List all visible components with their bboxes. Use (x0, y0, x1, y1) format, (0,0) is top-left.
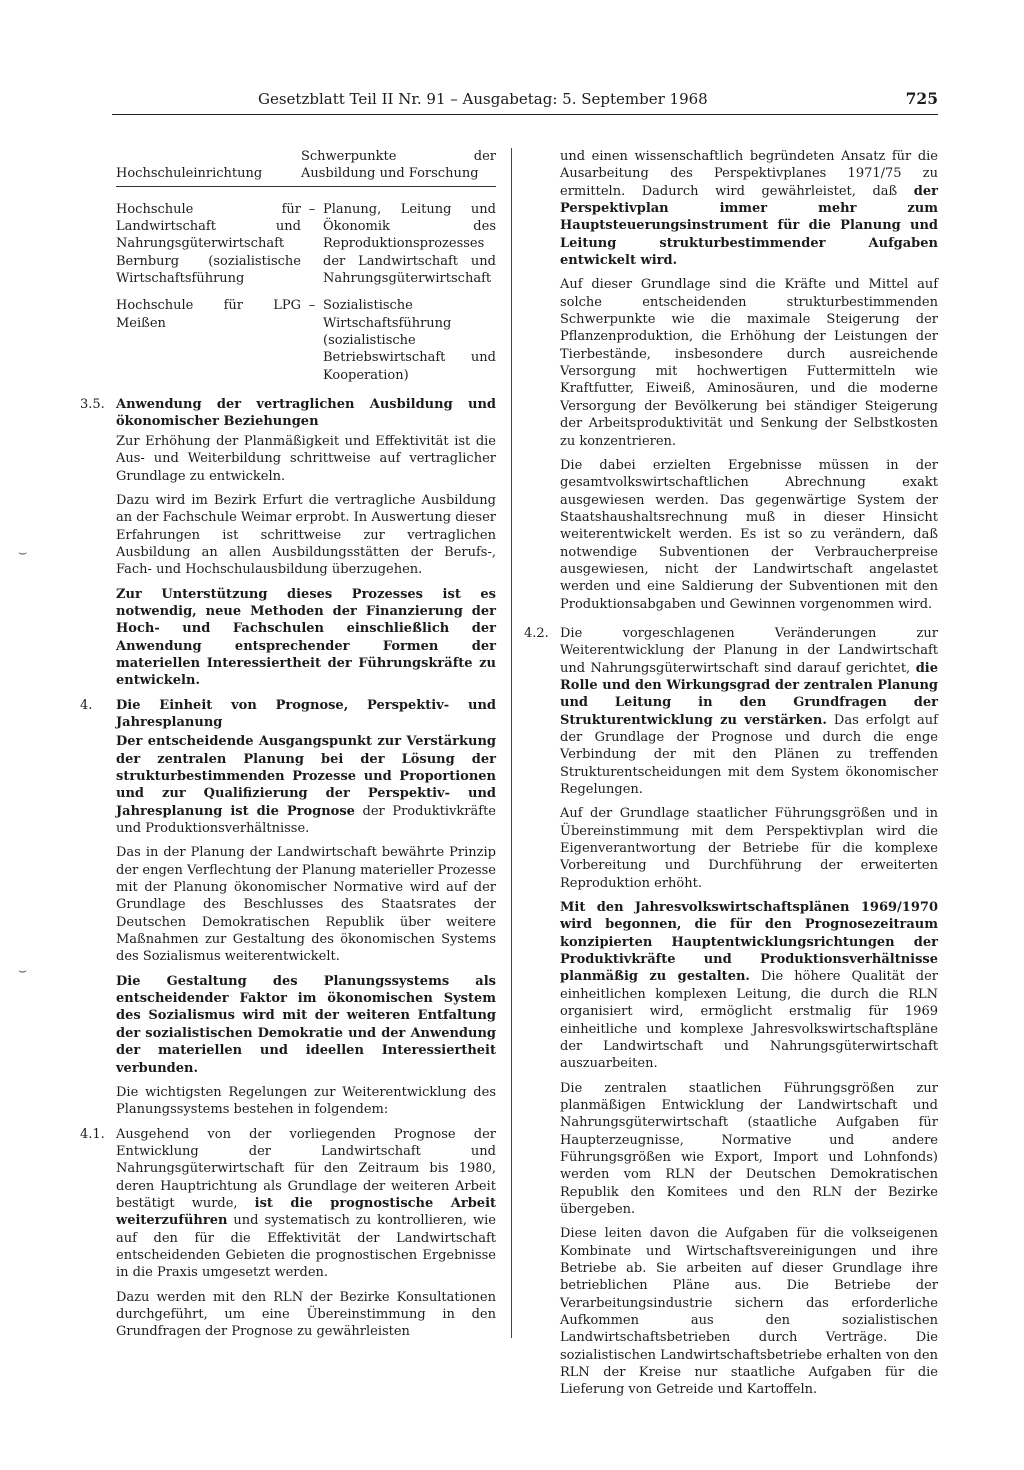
text: der Produktivkräfte und Produktionsverhältnisse. (116, 803, 496, 837)
table-cell-institution: Hochschule für LPG Meißen (116, 298, 301, 331)
section-number: 3.5. (80, 397, 105, 413)
table-cell-dash: – (308, 201, 316, 217)
paragraph: Das in der Planung der Landwirtschaft bewährte Prinzip der engen Verflechtung der Planung materieller Prozesse mit der Planung ökonomischer Normative wird auf der Grundlage des Beschlusses des Staatsrates der Deutschen Demokratischen Republik über weitere Maßnahmen zur Gestaltung des ökonomischen Systems des Sozialismus weiterentwickelt. (116, 845, 496, 965)
emphasis: die Rolle und den Wirkungsgrad der zentralen Planung und Leitung in den Grundfragen der Strukturentwicklung zu verstärken. (560, 660, 938, 728)
table-header-focus: Schwerpunkte der Ausbildung und Forschung (301, 149, 496, 182)
section-4-heading (80, 697, 496, 732)
paragraph: Dazu werden mit den RLN der Bezirke Konsultationen durchgeführt, um eine Übereinstimmung in den Grundfragen der Prognose zu gewährleisten (116, 1289, 496, 1340)
paragraph: Die zentralen staatlichen Führungsgrößen zur planmäßigen Entwicklung der Landwirtschaft und Nahrungsgüterwirtschaft (staatliche Aufgaben für Haupterzeugnisse, Normative und andere Führungsgrößen wie Export, Import und Lohnfonds) werden vom RLN der Deutschen Demokratischen Republik den Komitees und den RLN der Bezirke übergeben. (560, 1080, 938, 1217)
right-column (524, 148, 938, 1406)
margin-mark: ⌣ (18, 963, 28, 979)
paragraph-bold: Zur Unterstützung dieses Prozesses ist es notwendig, neue Methoden der Finanzierung der Hoch- und Fachschulen einschließlich der Anwendung entsprechender Formen der materiellen Interessiertheit der Führungskräfte zu entwickeln. (116, 586, 496, 689)
table-row (116, 201, 496, 288)
paragraph: Die dabei erzielten Ergebnisse müssen in der gesamtvolkswirtschaftlichen Abrechnung exakt ausgewiesen werden. Das gegenwärtige System der Staatshaushaltsrechnung muß in dieser Hinsicht weiterentwickelt werden. Es ist so zu verändern, daß notwendige Subventionen der Verbraucherpreise ausgewiesen, nicht der Landwirtschaft angelastet werden und eine Saldierung der Subventionen mit den Produktionsabgaben und Gewinnen vorgenommen wird. (560, 457, 938, 612)
paragraph: Diese leiten davon die Aufgaben für die volkseigenen Kombinate und Wirtschaftsvereinigungen und ihre Betriebe ab. Sie arbeiten auf dieser Grundlage ihre betrieblichen Pläne aus. Die Betriebe der Verarbeitungsindustrie sichern das erforderliche Aufkommen aus den sozialistischen Landwirtschaftsbetrieben durch Verträge. Die sozialistischen Landwirtschaftsbetriebe erhalten von den RLN der Kreise nur staatliche Aufgaben für die Lieferung von Getreide und Kartoffeln. (560, 1226, 938, 1398)
left-column (80, 148, 496, 1348)
text: Ausgehend von der vorliegenden Prognose der Entwicklung der Landwirtschaft und Nahrungsgüterwirtschaft für den Zeitraum bis 1980, deren Hauptrichtung als Grundlage der weiteren Arbeit bestätigt wurde, (116, 1126, 496, 1211)
column-divider (511, 148, 512, 1338)
paragraph (116, 733, 496, 837)
section-number: 4.2. (524, 625, 549, 641)
section-heading: Die Einheit von Prognose, Perspektiv- und Jahresplanung (116, 697, 496, 730)
paragraph (560, 625, 938, 798)
paragraph: Auf dieser Grundlage sind die Kräfte und Mittel auf solche entscheidenden strukturbestimmenden Schwerpunkte wie die maximale Steigerung der Pflanzenproduktion, die Erhöhung der Leistungen der Tierbestände, insbesondere durch ausreichende Versorgung mit hochwertigen Futtermitteln wie Kraftfutter, Eiweiß, Aminosäuren, und die moderne Versorgung der Bevölkerung bei ständiger Steigerung der Arbeitsproduktivität und Senkung der Selbstkosten zu konzentrieren. (560, 277, 938, 449)
section-4-1 (80, 1126, 496, 1282)
paragraph-bold: Die Gestaltung des Planungssystems als entscheidender Faktor im ökonomischen System des Sozialismus wird mit der weiteren Entfaltung der sozialistischen Demokratie und der Anwendung der materiellen und ideellen Interessiertheit verbunden. (116, 973, 496, 1076)
table-cell-dash: – (308, 298, 316, 314)
paragraph (116, 1126, 496, 1282)
paragraph (560, 148, 938, 269)
paragraph: Zur Erhöhung der Planmäßigkeit und Effektivität ist die Aus- und Weiterbildung schrittweise auf vertraglicher Grundlage zu entwickeln. (116, 433, 496, 484)
text: und einen wissenschaftlich begründeten Ansatz für die Ausarbeitung des Perspektivplanes 1971/75 zu ermitteln. Dadurch wird gewährleistet, daß (560, 149, 938, 199)
section-3-5-heading (80, 396, 496, 431)
text: Die höhere Qualität der einheitlichen komplexen Leitung, die durch die RLN organisiert wird, ermöglicht erstmalig für 1969 einheitliche und komplexe Jahresvolkswirtschaftspläne der Landwirtschaft und Nahrungsgüterwirtschaft auszuarbeiten. (560, 969, 938, 1072)
table-row (116, 297, 496, 384)
paragraph: Dazu wird im Bezirk Erfurt die vertragliche Ausbildung an der Fachschule Weimar erprobt. In Auswertung dieser Erfahrungen ist schrittweise zur vertraglichen Ausbildung an allen Ausbildungsstätten der Berufs-, Fach- und Hochschulausbildung überzugehen. (116, 492, 496, 578)
table-header-institution: Hochschuleinrichtung (116, 166, 263, 182)
section-number: 4. (80, 697, 93, 713)
paragraph: Auf der Grundlage staatlicher Führungsgrößen und in Übereinstimmung mit dem Perspektivplan wird die Eigenverantwortung der Betriebe für die komplexe Vorbereitung und Durchführung der erweiterten Reproduktion erhöht. (560, 806, 938, 891)
emphasis: Der entscheidende Ausgangspunkt zur Verstärkung der zentralen Planung bei der Lösung der strukturbestimmenden Prozesse und Proportionen und zur Qualifizierung der Perspektiv- und Jahresplanung ist die Prognose (116, 734, 496, 819)
header-title: Gesetzblatt Teil II Nr. 91 – Ausgabetag: 5. September 1968 (258, 90, 708, 108)
emphasis: Mit den Jahresvolkswirtschaftsplänen 1969/1970 wird begonnen, die für den Prognosezeitraum konzipierten Hauptentwicklungsrichtungen der Produktivkräfte und Produktionsverhältnisse planmäßig zu gestalten. (560, 900, 938, 985)
page-header (112, 88, 938, 115)
text: Die vorgeschlagenen Veränderungen zur Weiterentwicklung der Planung in der Landwirtschaft und Nahrungsgüterwirtschaft sind darauf gerichtet, (560, 625, 938, 676)
paragraph (560, 899, 938, 1072)
text: Das erfolgt auf der Grundlage der Prognose und durch die enge Verbindung der mit den Plänen zu treffenden Strukturentscheidungen mit dem System ökonomischer Regelungen. (560, 712, 938, 798)
text: und systematisch zu kontrollieren, wie auf den für die Effektivität der Landwirtschaft entscheidenden Gebieten die prognostischen Ergebnisse in die Praxis umgesetzt werden. (116, 1213, 496, 1281)
section-number: 4.1. (80, 1126, 105, 1142)
section-4-2 (524, 625, 938, 798)
page-number: 725 (905, 89, 938, 108)
table-header (116, 148, 496, 187)
table-cell-focus: Planung, Leitung und Ökonomik des Reproduktionsprozesses der Landwirtschaft und Nahrungsgüterwirtschaft (323, 201, 496, 287)
table-cell-institution: Hochschule für Landwirtschaft und Nahrungsgüterwirtschaft Bernburg (sozialistische Wirtschaftsführung (116, 201, 301, 287)
margin-mark: ⌣ (18, 545, 28, 561)
institution-table (116, 148, 496, 384)
table-cell-focus: Sozialistische Wirtschaftsführung (sozialistische Betriebswirtschaft und Kooperation) (323, 298, 496, 383)
section-heading: Anwendung der vertraglichen Ausbildung und ökonomischer Beziehungen (116, 397, 496, 430)
paragraph: Die wichtigsten Regelungen zur Weiterentwicklung des Planungssystems bestehen in folgendem: (116, 1084, 496, 1118)
emphasis: ist die prognostische Arbeit weiterzuführen (116, 1195, 497, 1229)
emphasis: der Perspektivplan immer mehr zum Hauptsteuerungsinstrument für die Planung und Leitung strukturbestimmender Aufgaben entwickelt wird. (560, 183, 938, 269)
